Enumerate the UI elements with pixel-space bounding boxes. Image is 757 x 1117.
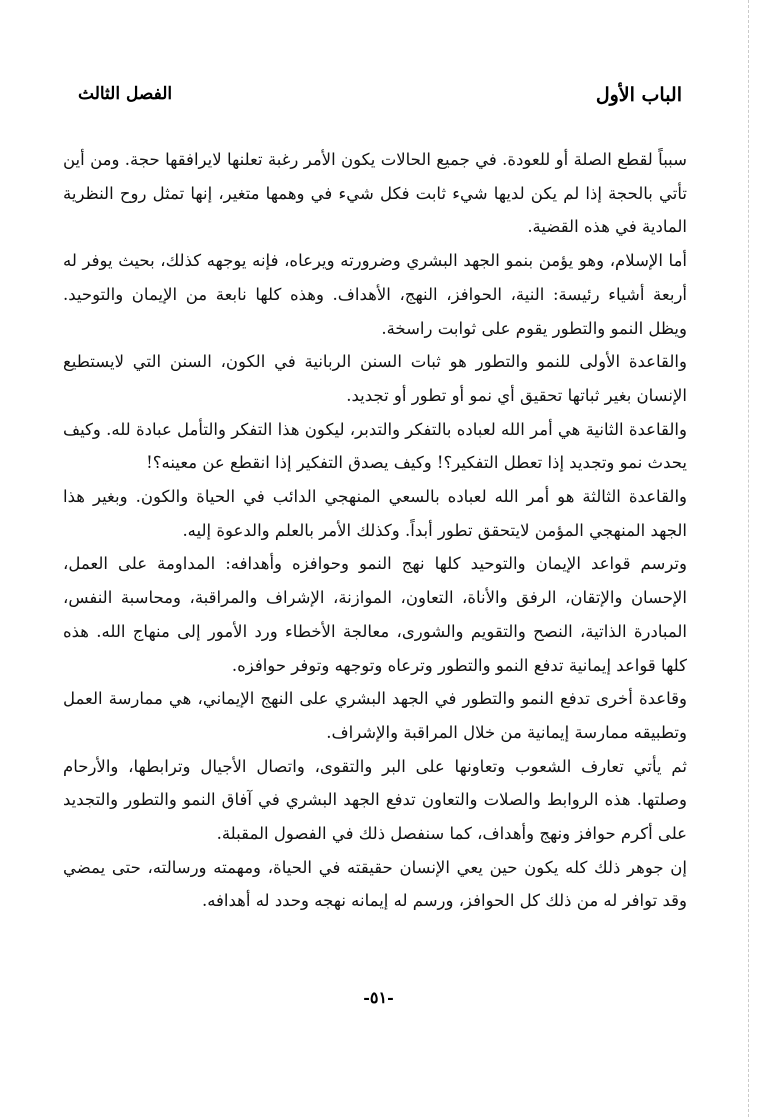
paragraph: سبباً لقطع الصلة أو للعودة. في جميع الحالات يكون الأمر رغبة تعلنها لايرافقها حجة. ومن أين تأتي بالحجة إذا لم يكن لديها شيء ثابت فكل شيء في وهمها متغير، إنها تمثل روح النظرية المادية في هذه القضية. <box>63 150 687 237</box>
chapter-title: الباب الأول <box>595 84 682 106</box>
page-edge <box>748 0 749 1117</box>
paragraph: أما الإسلام، وهو يؤمن بنمو الجهد البشري وضرورته ويرعاه، فإنه يوجهه كذلك، بحيث يوفر له أربعة أشياء رئيسة: النية، الحوافز، النهج، الأهداف. وهذه كلها نابعة من الإيمان والتوحيد. ويظل النمو والتطور يقوم على ثوابت راسخة. <box>63 251 687 338</box>
paragraph: والقاعدة الأولى للنمو والتطور هو ثبات السنن الربانية في الكون، السنن التي لايستطيع الإنسان بغير ثباتها تحقيق أي نمو أو تطور أو تجديد. <box>63 352 687 405</box>
paragraph: والقاعدة الثانية هي أمر الله لعباده بالتفكر والتدبر، ليكون هذا التفكر والتأمل عبادة لله. وكيف يحدث نمو وتجديد إذا تعطل التفكير؟! وكيف يصدق التفكير إذا انقطع عن معينه؟! <box>63 419 687 473</box>
running-header <box>78 84 682 116</box>
section-title: الفصل الثالث <box>78 84 173 104</box>
paragraph: ثم يأتي تعارف الشعوب وتعاونها على البر والتقوى، واتصال الأجيال وترابطها، والأرحام وصلتها. هذه الروابط والصلات والتعاون تدفع الجهد البشري في آفاق النمو والتطور والتجديد على أكرم حوافز ونهج وأهداف، كما سنفصل ذلك في الفصول المقبلة. <box>63 756 687 844</box>
paragraph: وقاعدة أخرى تدفع النمو والتطور في الجهد البشري على النهج الإيماني، هي ممارسة العمل وتطبيقه ممارسة إيمانية من خلال المراقبة والإشراف. <box>63 689 687 742</box>
paragraph: والقاعدة الثالثة هو أمر الله لعباده بالسعي المنهجي الدائب في الحياة والكون. وبغير هذا الجهد المنهجي المؤمن لايتحقق تطور أبداً. وكذلك الأمر بالعلم والدعوة إليه. <box>63 487 687 540</box>
page-number: -٥١- <box>363 988 394 1007</box>
paragraph: إن جوهر ذلك كله يكون حين يعي الإنسان حقيقته في الحياة، ومهمته ورسالته، حتى يمضي وقد توافر له من ذلك كل الحوافز، ورسم له إيمانه نهجه وحدد له أهدافه. <box>63 857 687 911</box>
body-text <box>63 143 687 918</box>
paragraph: وترسم قواعد الإيمان والتوحيد كلها نهج النمو وحوافزه وأهدافه: المداومة على العمل، الإحسان والإتقان، الرفق والأناة، التعاون، الموازنة، الإشراف والمراقبة، ومحاسبة النفس، المبادرة الذاتية، النصح والتقويم والشورى، معالجة الأخطاء ورد الأمور إلى منهاج الله. هذه كلها قواعد إيمانية تدفع النمو والتطور وترعاه وتوجهه وتوفر حوافزه. <box>63 554 687 675</box>
